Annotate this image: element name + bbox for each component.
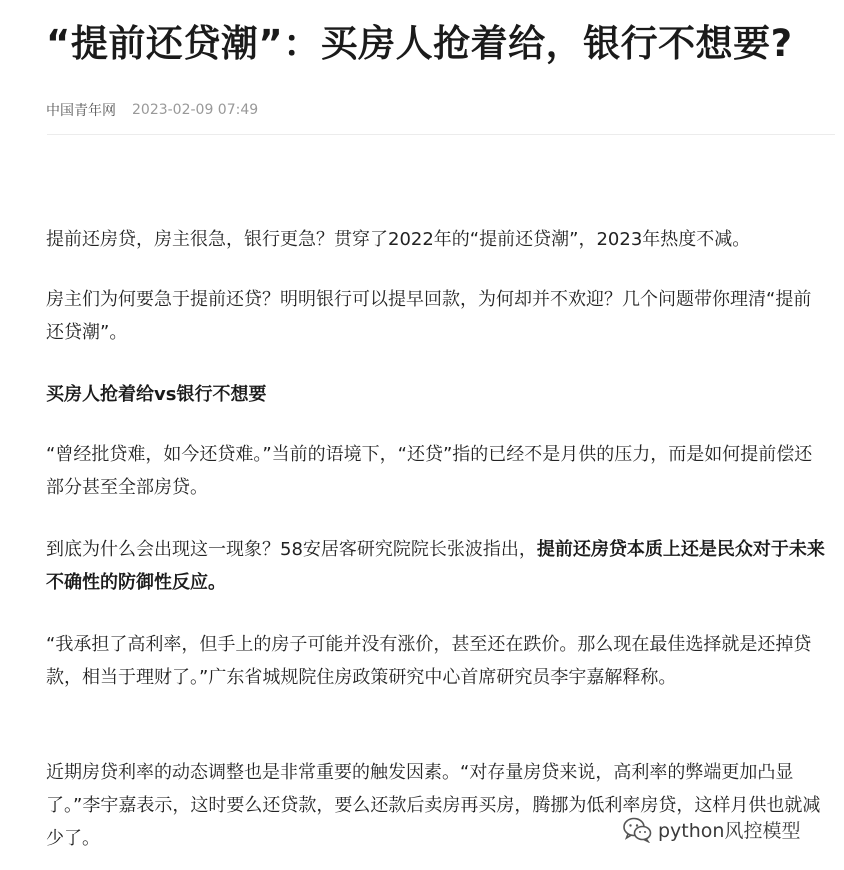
paragraph-5: “我承担了高利率，但手上的房子可能并没有涨价，甚至还在跌价。那么现在最佳选择就是还掉贷款，相当于理财了。”广东省城规院住房政策研究中心首席研究员李宇嘉解释称。: [46, 634, 812, 688]
paragraph-4-text: 到底为什么会出现这一现象？58安居客研究院院长张波指出，: [46, 539, 537, 560]
article-title: “提前还贷潮”：买房人抢着给，银行不想要?: [46, 22, 793, 65]
paragraph-4: [46, 533, 826, 599]
paragraph-4-emphasis: 提前还房贷本质上还是民众对于未来不确性的防御性反应。: [46, 539, 825, 593]
meta-divider: [47, 134, 835, 135]
paragraph-2: 房主们为何要急于提前还贷？明明银行可以提早回款，为何却并不欢迎？几个问题带你理清“提前还贷潮”。: [46, 289, 812, 343]
paragraph-1: 提前还房贷，房主很急，银行更急？贯穿了2022年的“提前还贷潮”，2023年热度不减。: [46, 229, 751, 250]
article-meta: [46, 100, 836, 120]
wechat-icon: [622, 817, 652, 843]
watermark-text: python风控模型: [658, 820, 801, 842]
article-source[interactable]: 中国青年网: [46, 103, 116, 119]
publish-time: 2023-02-09 07:49: [132, 102, 259, 118]
section-heading: 买房人抢着给vs银行不想要: [46, 384, 267, 405]
paragraph-3: “曾经批贷难，如今还贷难。”当前的语境下，“还贷”指的已经不是月供的压力，而是如何提前偿还部分甚至全部房贷。: [46, 444, 813, 498]
watermark: [622, 816, 800, 843]
paragraph-6: 近期房贷利率的动态调整也是非常重要的触发因素。“对存量房贷来说，高利率的弊端更加凸显了。”李宇嘉表示，这时要么还贷款，要么还款后卖房再买房，腾挪为低利率房贷，这样月供也就减少了。: [46, 762, 821, 849]
